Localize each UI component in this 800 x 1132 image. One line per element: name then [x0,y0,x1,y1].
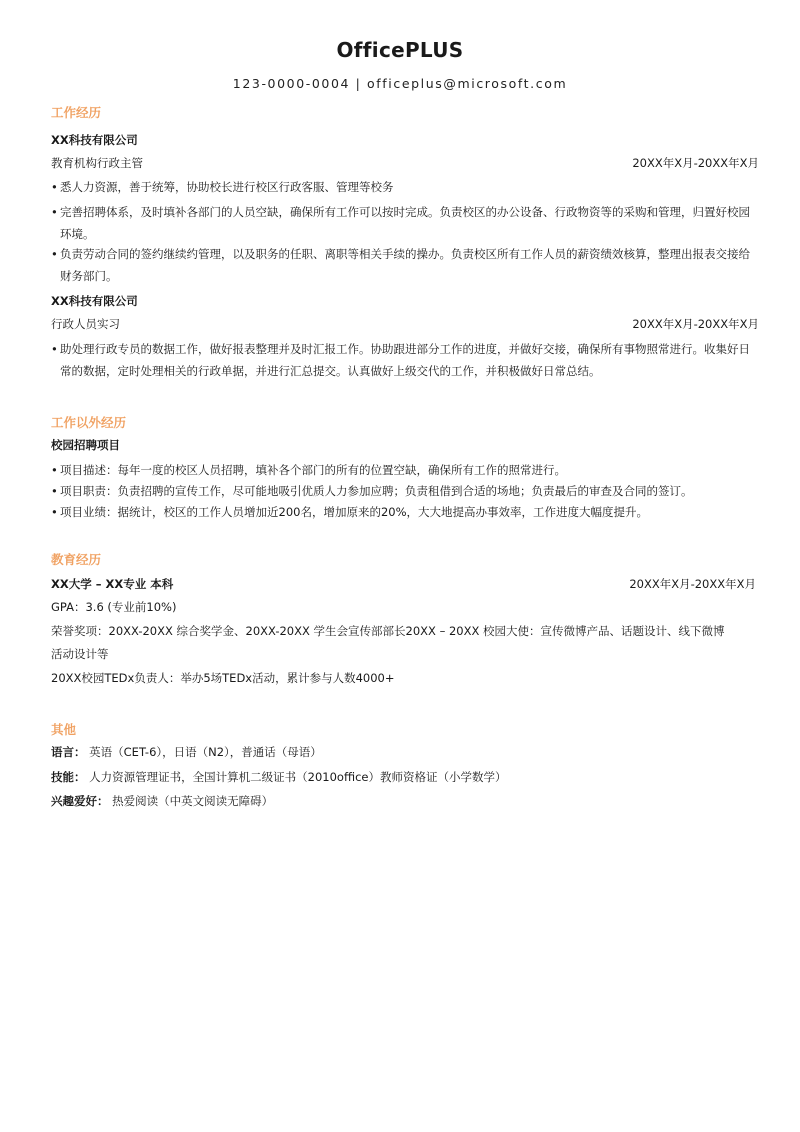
job-1-bullet-2: • 完善招聘体系，及时填补各部门的人员空缺，确保所有工作可以按时完成。负责校区的办公设备、行政物资等的采购和管理，归置好校园环境。 [51,201,756,245]
job-date-2: 20XX年X月-20XX年X月 [632,317,759,331]
resume-name: OfficePLUS [336,38,464,62]
contact-info: 123-0000-0004 | officeplus@microsoft.com [232,76,568,91]
job-row-1 [51,155,759,171]
skills-label: 技能： [51,770,86,784]
project-bullet-1: • 项目描述：每年一度的校区人员招聘，填补各个部门的所有的位置空缺，确保所有工作的照常进行。 [51,459,756,481]
skills-row [51,769,759,785]
section-title-education: 教育经历 [51,552,102,567]
honors-line-1: 荣誉奖项：20XX-20XX 综合奖学金、20XX-20XX 学生会宣传部部长20XX – 20XX 校园大使：宣传微博产品、话题设计、线下微博 [51,624,725,638]
bullet-dot: • [51,484,58,498]
section-title-other: 其他 [51,722,77,737]
gpa: GPA：3.6 (专业前10%) [51,600,177,614]
language-value: 英语（CET-6），日语（N2），普通话（母语） [89,745,322,759]
bullet-dot: • [51,505,58,519]
hobby-value: 热爱阅读（中英文阅读无障碍） [112,794,274,808]
school-major: XX大学 – XX专业 本科 [51,577,174,591]
bullet-dot: • [51,247,58,261]
project-name: 校园招聘项目 [51,438,120,452]
company-name-2: XX科技有限公司 [51,294,138,308]
language-row [51,744,759,760]
skills-value: 人力资源管理证书，全国计算机二级证书（2010office）教师资格证（小学数学） [89,770,507,784]
tedx-experience: 20XX校园TEDx负责人：举办5场TEDx活动，累计参与人数4000+ [51,671,395,685]
section-title-work: 工作经历 [51,105,102,120]
bullet-dot: • [51,180,58,194]
job-1-bullet-3: • 负责劳动合同的签约继续约管理，以及职务的任职、离职等相关手续的操办。负责校区所有工作人员的薪资绩效核算，整理出报表交接给财务部门。 [51,243,756,287]
company-name-1: XX科技有限公司 [51,133,138,147]
section-title-extra: 工作以外经历 [51,415,127,430]
honors-line-2: 活动设计等 [51,647,109,661]
education-row [51,576,756,592]
bullet-dot: • [51,463,58,477]
job-date-1: 20XX年X月-20XX年X月 [632,156,759,170]
bullet-dot: • [51,205,58,219]
job-2-bullet-1: • 助处理行政专员的数据工作，做好报表整理并及时汇报工作。协助跟进部分工作的进度，并做好交接，确保所有事物照常进行。收集好日常的数据，定时处理相关的行政单据，并进行汇总提交。认真做好上级交代的工作，并积极做好日常总结。 [51,338,756,382]
job-role-1: 教育机构行政主管 [51,156,143,170]
job-row-2 [51,316,759,332]
job-role-2: 行政人员实习 [51,317,120,331]
education-date: 20XX年X月-20XX年X月 [629,577,756,591]
bullet-dot: • [51,342,58,356]
project-bullet-3: • 项目业绩：据统计，校区的工作人员增加近200名，增加原来的20%，大大地提高办事效率，工作进度大幅度提升。 [51,501,756,523]
hobby-row [51,793,759,809]
language-label: 语言： [51,745,86,759]
hobby-label: 兴趣爱好： [51,794,109,808]
project-bullet-2: • 项目职责：负责招聘的宣传工作，尽可能地吸引优质人力参加应聘；负责租借到合适的场地；负责最后的审查及合同的签订。 [51,480,756,502]
job-1-bullet-1: • 悉人力资源，善于统筹，协助校长进行校区行政客服、管理等校务 [51,176,756,198]
